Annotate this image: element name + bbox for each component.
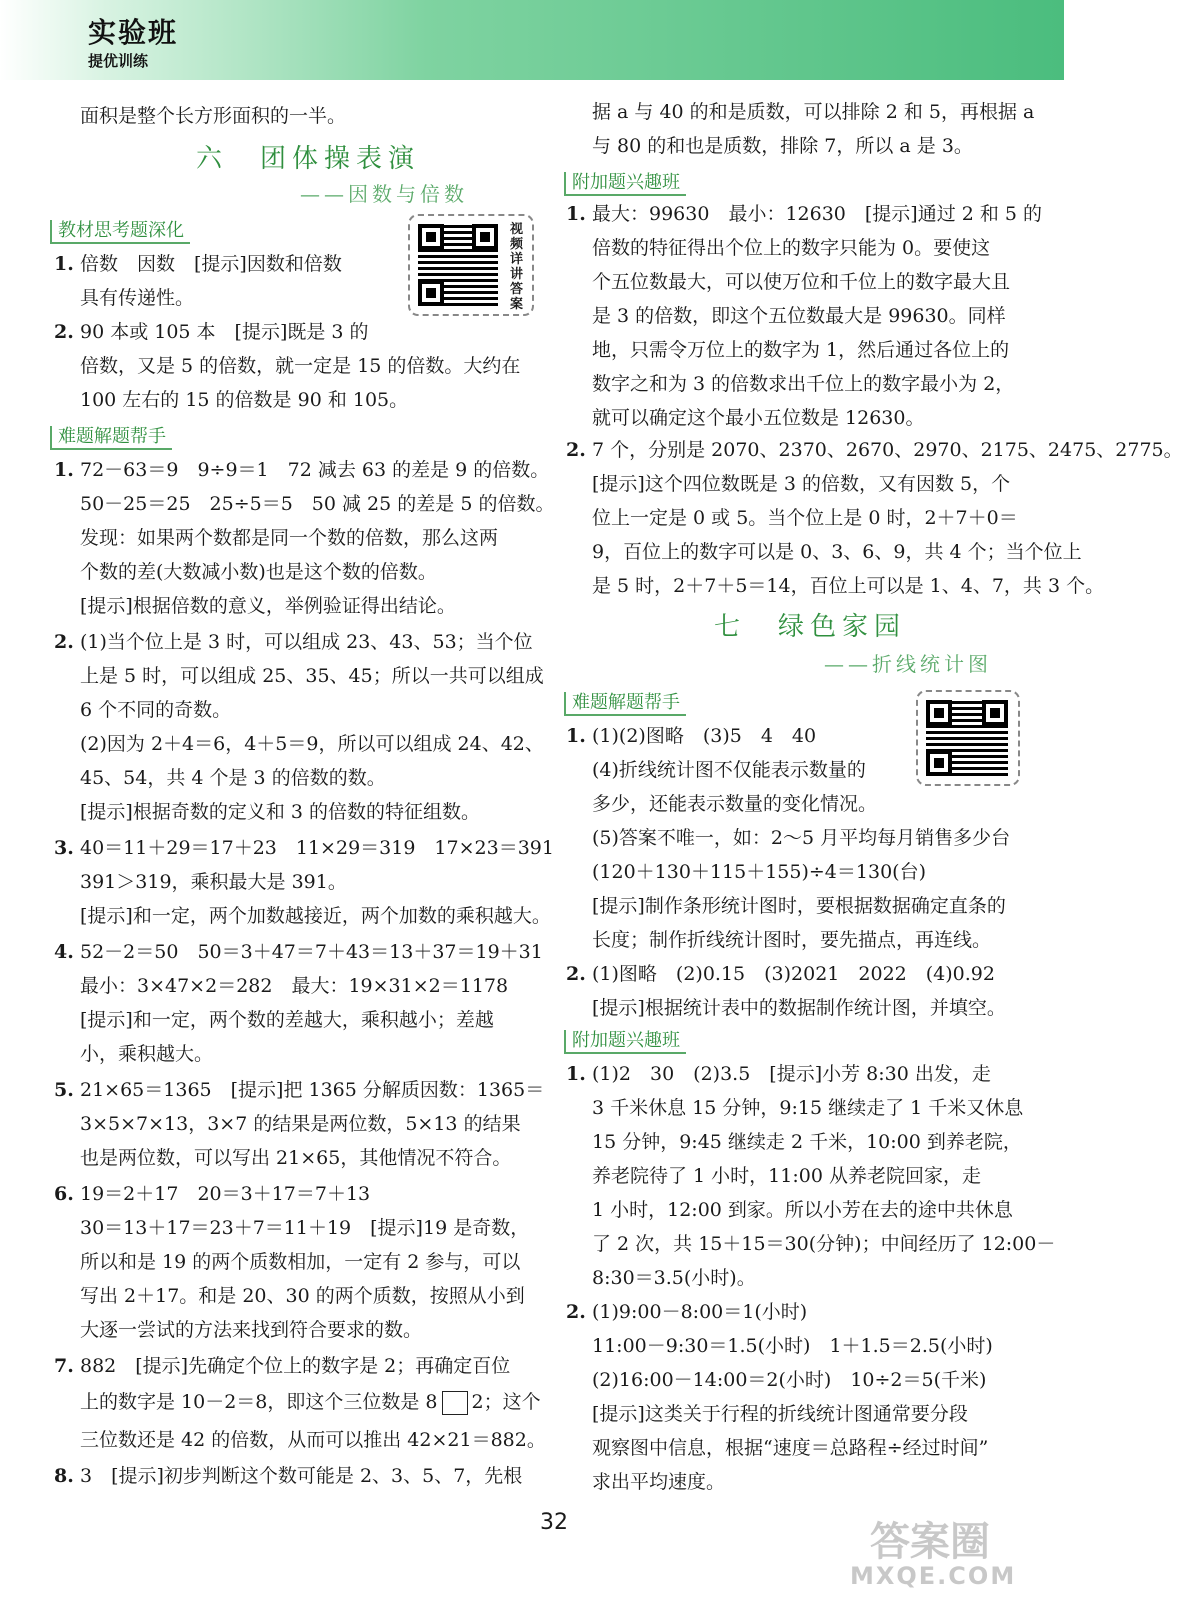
- text-line: [80, 1464, 522, 1488]
- text-span: 45、54，共 4 个是 3 的倍数的数。: [80, 767, 386, 789]
- text-line: [592, 540, 1082, 564]
- text-line: [592, 1300, 807, 1324]
- text-span: 1.: [566, 725, 586, 747]
- text-span: (4)折线统计图不仅能表示数量的: [592, 759, 866, 781]
- section-tag: 难题解题帮手: [564, 692, 686, 716]
- text-span: 2.: [566, 963, 586, 985]
- text-span: 上是 5 时，可以组成 25、35、45；所以一共可以组成: [80, 665, 544, 687]
- section-tag: 难题解题帮手: [50, 426, 172, 450]
- text-line: [80, 1428, 546, 1452]
- text-line: [592, 202, 1042, 226]
- text-line: [592, 826, 1010, 850]
- text-span: 个五位数最大，可以使万位和千位上的数字最大且: [592, 271, 1011, 293]
- text-span: 1.: [566, 1063, 586, 1085]
- text-span: (120＋130＋115＋155)÷4＝130(台): [592, 861, 926, 883]
- text-span: 上的数字是 10－2＝8，即这个三位数是 8: [80, 1391, 438, 1413]
- text-span: 30＝13＋17＝23＋7＝11＋19 [提示]19 是奇数，: [80, 1217, 530, 1239]
- text-span: 地，只需令万位上的数字为 1，然后通过各位上的: [592, 339, 1010, 361]
- section-tag: 附加题兴趣班: [564, 1030, 686, 1054]
- text-line: [592, 792, 877, 816]
- text-span: 882 [提示]先确定个位上的数字是 2；再确定百位: [80, 1355, 511, 1377]
- text-line: [592, 134, 973, 158]
- item-number: [54, 836, 74, 860]
- text-span: 1.: [54, 253, 74, 275]
- text-line: [80, 974, 508, 998]
- text-line: [80, 1284, 525, 1308]
- blank-box: [442, 1391, 468, 1415]
- text-span: (2)16:00－14:00＝2(小时) 10÷2＝5(千米): [592, 1369, 987, 1391]
- text-span: 具有传递性。: [80, 287, 195, 309]
- item-number: [54, 940, 74, 964]
- text-line: [592, 724, 816, 748]
- text-span: 最大：99630 最小：12630 [提示]通过 2 和 5 的: [592, 203, 1043, 225]
- text-line: [80, 286, 194, 310]
- qr-finder: [472, 224, 498, 250]
- text-span: 三位数还是 42 的倍数，从而可以推出 42×21＝882。: [80, 1429, 546, 1451]
- text-line: [592, 1198, 1013, 1222]
- qr-finder: [982, 700, 1008, 726]
- text-span: 面积是整个长方形面积的一半。: [80, 105, 347, 127]
- text-span: [提示]制作条形统计图时，要根据数据确定直条的: [592, 895, 1006, 917]
- text-line: [592, 996, 1006, 1020]
- text-span: 21×65＝1365 [提示]把 1365 分解质因数：1365＝: [80, 1079, 545, 1101]
- text-span: [提示]这类关于行程的折线统计图通常要分段: [592, 1403, 968, 1425]
- text-line: [80, 526, 498, 550]
- item-number: [566, 724, 586, 748]
- text-span: 100 左右的 15 的倍数是 90 和 105。: [80, 389, 409, 411]
- item-number: [566, 202, 586, 226]
- text-span: 是 3 的倍数，即这个五位数最大是 99630。同样: [592, 305, 1006, 327]
- text-span: 2；这个: [471, 1391, 541, 1413]
- text-span: 6.: [54, 1183, 74, 1205]
- text-line: [80, 940, 543, 964]
- text-span: 个数的差(大数减小数)也是这个数的倍数。: [80, 561, 437, 583]
- item-number: [54, 252, 74, 276]
- text-line: [80, 1078, 544, 1102]
- text-span: [提示]根据倍数的意义，举例验证得出结论。: [80, 595, 456, 617]
- text-span: 3 [提示]初步判断这个数可能是 2、3、5、7，先根: [80, 1465, 523, 1487]
- section-tag: 教材思考题深化: [50, 220, 190, 244]
- section-title-6: 六 团体操表演: [196, 144, 421, 174]
- text-line: [592, 928, 991, 952]
- text-span: 位上一定是 0 或 5。当个位上是 0 时，2＋7＋0＝: [592, 507, 1018, 529]
- text-span: 2.: [566, 1301, 586, 1323]
- item-number: [54, 458, 74, 482]
- text-line: [80, 766, 386, 790]
- text-span: 长度；制作折线统计图时，要先描点，再连线。: [592, 929, 992, 951]
- text-line: [80, 1250, 520, 1274]
- text-line: [592, 304, 1006, 328]
- text-line: [80, 732, 544, 756]
- text-span: 3.: [54, 837, 74, 859]
- text-span: 9，百位上的数字可以是 0、3、6、9，共 4 个；当个位上: [592, 541, 1082, 563]
- item-number: [54, 1182, 74, 1206]
- text-span: 3 千米休息 15 分钟，9:15 继续走了 1 千米又休息: [592, 1097, 1024, 1119]
- text-line: [592, 1470, 725, 1494]
- text-line: [592, 1164, 981, 1188]
- text-span: 50－25＝25 25÷5＝5 50 减 25 的差是 5 的倍数。: [80, 493, 555, 515]
- text-line: [592, 1436, 988, 1460]
- text-span: 6 个不同的奇数。: [80, 699, 232, 721]
- text-span: (1)当个位上是 3 时，可以组成 23、43、53；当个位: [80, 631, 533, 653]
- text-span: 求出平均速度。: [592, 1471, 726, 1493]
- text-line: [80, 1182, 370, 1206]
- text-span: 与 80 的和也是质数，排除 7，所以 a 是 3。: [592, 135, 973, 157]
- text-line: [80, 800, 480, 824]
- item-number: [54, 630, 74, 654]
- brand-subtitle: 提优训练: [88, 52, 149, 70]
- text-line: [80, 698, 231, 722]
- qr-finder: [418, 224, 444, 250]
- text-line: [80, 1146, 511, 1170]
- section-subtitle-7: ——折线统计图: [824, 652, 992, 676]
- text-line: [592, 894, 1006, 918]
- text-line: [80, 388, 408, 412]
- text-span: 也是两位数，可以写出 21×65，其他情况不符合。: [80, 1147, 512, 1169]
- text-span: 倍数 因数 [提示]因数和倍数: [80, 253, 342, 275]
- text-line: [592, 574, 1104, 598]
- text-span: (5)答案不唯一，如：2～5 月平均每月销售多少台: [592, 827, 1011, 849]
- text-span: 7 个，分别是 2070、2370、2670、2970、2175、2475、2775。: [592, 439, 1183, 461]
- text-span: 40＝11＋29＝17＋23 11×29＝319 17×23＝391: [80, 837, 554, 859]
- text-span: (2)因为 2＋4＝6，4＋5＝9，所以可以组成 24、42、: [80, 733, 544, 755]
- text-line: [592, 1096, 1023, 1120]
- text-line: [80, 252, 342, 276]
- text-line: [592, 1368, 986, 1392]
- text-line: [80, 904, 551, 928]
- text-span: 2.: [54, 631, 74, 653]
- text-span: 写出 2＋17。和是 20、30 的两个质数，按照从小到: [80, 1285, 525, 1307]
- text-span: 1 小时，12:00 到家。所以小芳在去的途中共休息: [592, 1199, 1013, 1221]
- qr-finder: [418, 280, 444, 306]
- text-line: [80, 836, 554, 860]
- text-line: [80, 1318, 422, 1342]
- watermark-bottom: MXQE.COM: [850, 1562, 1017, 1590]
- brand-title: 实验班: [88, 16, 179, 49]
- text-line: [80, 492, 554, 516]
- text-line: [80, 1042, 213, 1066]
- text-span: 19＝2＋17 20＝3＋17＝7＋13: [80, 1183, 371, 1205]
- text-line: [80, 458, 549, 482]
- text-line: [592, 1334, 993, 1358]
- text-span: 是 5 时，2＋7＋5＝14，百位上可以是 1、4、7，共 3 个。: [592, 575, 1105, 597]
- qr-finder: [926, 700, 952, 726]
- text-span: 4.: [54, 941, 74, 963]
- text-line: [80, 104, 346, 128]
- text-line: [80, 1112, 521, 1136]
- qr-code-video[interactable]: [408, 214, 534, 316]
- page-number: 32: [540, 1510, 568, 1535]
- text-line: [592, 1402, 968, 1426]
- text-span: [提示]和一定，两个数的差越大，乘积越小；差越: [80, 1009, 494, 1031]
- text-span: 就可以确定这个最小五位数是 12630。: [592, 407, 925, 429]
- text-span: 3×5×7×13，3×7 的结果是两位数，5×13 的结果: [80, 1113, 521, 1135]
- text-line: [592, 758, 866, 782]
- item-number: [566, 1300, 586, 1324]
- item-number: [566, 962, 586, 986]
- text-line: [592, 372, 1014, 396]
- text-line: [592, 338, 1009, 362]
- text-line: [592, 1062, 991, 1086]
- text-span: 1.: [54, 459, 74, 481]
- text-span: 1.: [566, 203, 586, 225]
- text-line: [592, 472, 1010, 496]
- text-span: 90 本或 105 本 [提示]既是 3 的: [80, 321, 369, 343]
- text-line: [80, 560, 437, 584]
- text-span: 观察图中信息，根据“速度＝总路程÷经过时间”: [592, 1437, 989, 1459]
- text-span: 小，乘积越大。: [80, 1043, 214, 1065]
- text-line: [592, 236, 990, 260]
- section-subtitle-6: ——因数与倍数: [300, 182, 468, 206]
- item-number: [54, 320, 74, 344]
- text-span: 了 2 次，共 15＋15＝30(分钟)；中间经历了 12:00－: [592, 1233, 1056, 1255]
- text-span: 8:30＝3.5(小时)。: [592, 1267, 756, 1289]
- qr-label: 视频详讲答案: [510, 222, 524, 312]
- text-span: 8.: [54, 1465, 74, 1487]
- text-line: [592, 962, 995, 986]
- text-span: [提示]这个四位数既是 3 的倍数，又有因数 5，个: [592, 473, 1011, 495]
- text-line: [592, 1130, 1022, 1154]
- text-span: 养老院待了 1 小时，11:00 从养老院回家，走: [592, 1165, 981, 1187]
- text-span: 391＞319，乘积最大是 391。: [80, 871, 347, 893]
- text-span: 11:00－9:30＝1.5(小时) 1＋1.5＝2.5(小时): [592, 1335, 993, 1357]
- text-span: [提示]根据统计表中的数据制作统计图，并填空。: [592, 997, 1006, 1019]
- text-line: [80, 1390, 541, 1415]
- text-span: 据 a 与 40 的和是质数，可以排除 2 和 5，再根据 a: [592, 101, 1035, 123]
- text-line: [592, 1232, 1055, 1256]
- text-span: 发现：如果两个数都是同一个数的倍数，那么这两: [80, 527, 499, 549]
- text-span: [提示]和一定，两个加数越接近，两个加数的乘积越大。: [80, 905, 551, 927]
- item-number: [566, 1062, 586, 1086]
- qr-code-2[interactable]: [916, 690, 1020, 786]
- text-span: (1)图略 (2)0.15 (3)2021 2022 (4)0.92: [592, 963, 995, 985]
- text-line: [592, 506, 1018, 530]
- text-line: [592, 1266, 756, 1290]
- text-line: [80, 1354, 510, 1378]
- text-span: (1)9:00－8:00＝1(小时): [592, 1301, 808, 1323]
- watermark-top: 答案圈: [870, 1519, 990, 1565]
- text-span: 所以和是 19 的两个质数相加，一定有 2 参与，可以: [80, 1251, 521, 1273]
- watermark: [850, 1510, 1050, 1590]
- text-line: [80, 1216, 529, 1240]
- text-span: [提示]根据奇数的定义和 3 的倍数的特征组数。: [80, 801, 480, 823]
- text-span: 7.: [54, 1355, 74, 1377]
- text-line: [592, 406, 924, 430]
- text-span: 多少，还能表示数量的变化情况。: [592, 793, 878, 815]
- text-line: [592, 438, 1183, 462]
- text-span: 数字之和为 3 的倍数求出千位上的数字最小为 2，: [592, 373, 1015, 395]
- qr-finder: [926, 750, 952, 776]
- text-line: [592, 270, 1010, 294]
- text-line: [80, 320, 369, 344]
- text-line: [80, 664, 544, 688]
- text-span: (1)(2)图略 (3)5 4 40: [592, 725, 817, 747]
- text-span: 2.: [54, 321, 74, 343]
- item-number: [54, 1354, 74, 1378]
- text-span: 2.: [566, 439, 586, 461]
- text-span: 15 分钟，9:45 继续走 2 千米，10:00 到养老院，: [592, 1131, 1022, 1153]
- text-span: (1)2 30 (2)3.5 [提示]小芳 8:30 出发，走: [592, 1063, 991, 1085]
- text-span: 52－2＝50 50＝3＋47＝7＋43＝13＋37＝19＋31: [80, 941, 543, 963]
- text-line: [80, 354, 520, 378]
- item-number: [54, 1078, 74, 1102]
- text-span: 72－63＝9 9÷9＝1 72 减去 63 的差是 9 的倍数。: [80, 459, 550, 481]
- text-line: [80, 594, 456, 618]
- section-tag: 附加题兴趣班: [564, 172, 686, 196]
- text-span: 最小：3×47×2＝282 最大：19×31×2＝1178: [80, 975, 509, 997]
- text-span: 5.: [54, 1079, 74, 1101]
- text-span: 倍数的特征得出个位上的数字只能为 0。要使这: [592, 237, 991, 259]
- text-line: [592, 100, 1034, 124]
- text-span: 大逐一尝试的方法来找到符合要求的数。: [80, 1319, 423, 1341]
- section-title-7: 七 绿色家园: [714, 612, 907, 642]
- text-span: 倍数，又是 5 的倍数，就一定是 15 的倍数。大约在: [80, 355, 521, 377]
- text-line: [80, 1008, 494, 1032]
- item-number: [54, 1464, 74, 1488]
- item-number: [566, 438, 586, 462]
- text-line: [80, 870, 347, 894]
- text-line: [80, 630, 533, 654]
- text-line: [592, 860, 926, 884]
